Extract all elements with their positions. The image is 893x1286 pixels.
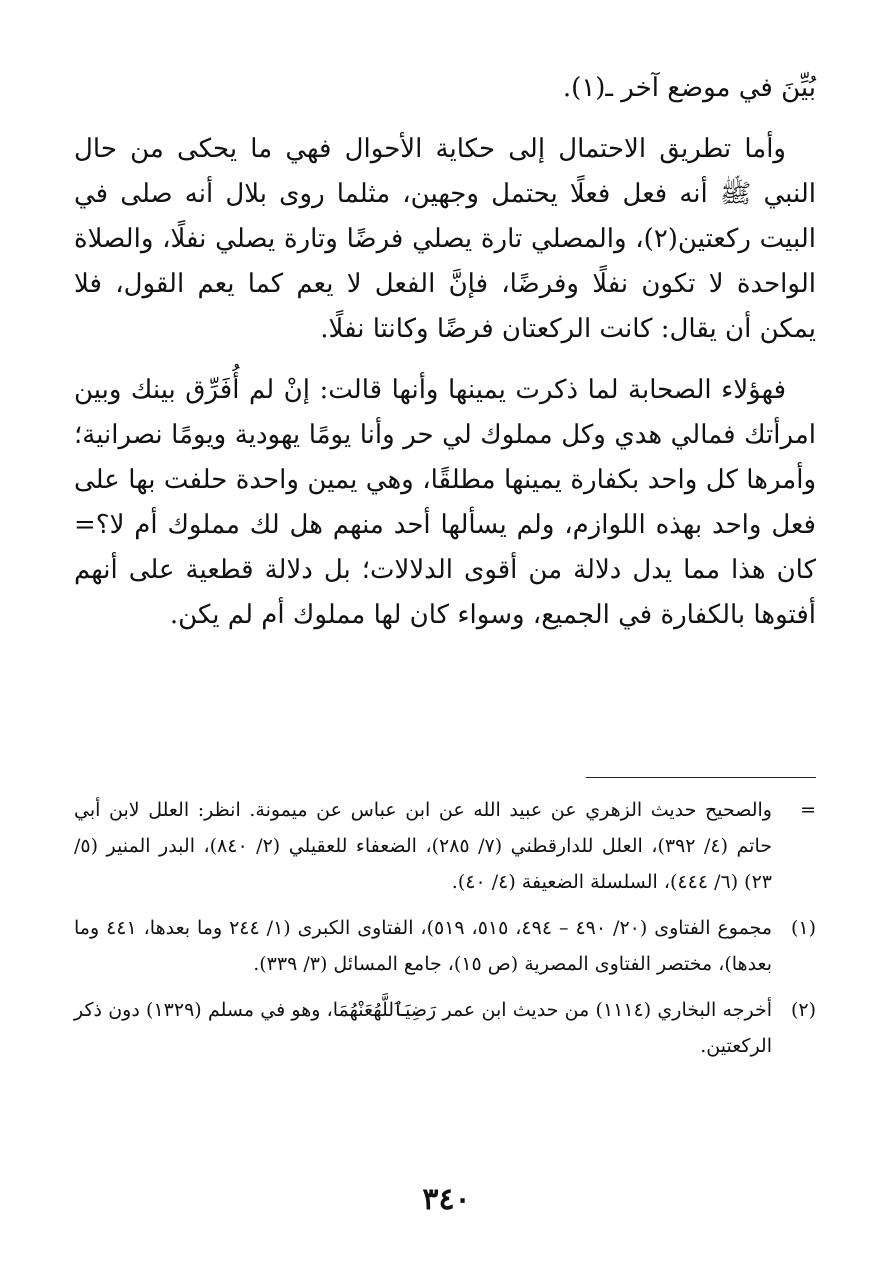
paragraph-2: وأما تطريق الاحتمال إلى حكاية الأحوال فهي ما يحكى من حال النبي ﷺ أنه فعل فعلًا يحتمل وجهين، مثلما روى بلال أنه صلى في البيت ركعتين(٢)، والمصلي تارة يصلي فرضًا وتارة يصلي نفلًا، والصلاة الواحدة لا تكون نفلًا وفرضًا، فإنَّ الفعل لا يعم كما يعم القول، فلا يمكن أن يقال: كانت الركعتان فرضًا وكانتا نفلًا. bbox=[74, 134, 816, 344]
footnote-text: والصحيح حديث الزهري عن عبيد الله عن ابن عباس عن ميمونة. انظر: العلل لابن أبي حاتم (٤/ ٣٩٢)، العلل للدارقطني (٧/ ٢٨٥)، الضعفاء للعقيلي (٢/ ٨٤٠)، البدر المنير (٥/ ٢٣) (٦/ ٤٤٤)، السلسلة الضعيفة (٤/ ٤٠). bbox=[74, 799, 772, 893]
footnote-mark: (١) bbox=[790, 917, 816, 939]
footnote-text: أخرجه البخاري (١١١٤) من حديث ابن عمر رَضِيَٱللَّهُعَنْهُمَا، وهو في مسلم (١٣٢٩) دون ذكر الركعتين. bbox=[74, 999, 772, 1057]
paragraph-1: بُيِّنَ في موضع آخر ـ(١). bbox=[562, 73, 816, 103]
footnotes bbox=[74, 792, 816, 1074]
page-number: ٣٤٠ bbox=[422, 1182, 471, 1217]
footnote-1 bbox=[74, 910, 816, 982]
footnote-continuation bbox=[74, 792, 816, 900]
main-text bbox=[74, 66, 816, 638]
footnote-text: مجموع الفتاوى (٢٠/ ٤٩٠ – ٤٩٤، ٥١٥، ٥١٩)، الفتاوى الكبرى (١/ ٢٤٤ وما بعدها، ٤٤١ وما بعدها)، مختصر الفتاوى المصرية (ص ١٥)، جامع المسائل (٣/ ٣٣٩). bbox=[74, 917, 772, 975]
footnote-separator bbox=[586, 777, 816, 778]
footnote-mark: (٢) bbox=[790, 999, 816, 1021]
paragraph-3: فهؤلاء الصحابة لما ذكرت يمينها وأنها قالت: إنْ لم أُفَرِّق بينك وبين امرأتك فمالي هدي وكل مملوك لي حر وأنا يومًا يهودية ويومًا نصرانية؛ وأمرها كل واحد بكفارة يمينها مطلقًا، وهي يمين واحدة حلفت بها على فعل واحد بهذه اللوازم، ولم يسألها أحد منهم هل لك مملوك أم لا؟= كان هذا مما يدل دلالة من أقوى الدلالات؛ بل دلالة قطعية على أنهم أفتوها بالكفارة في الجميع، وسواء كان لها مملوك أم لم يكن. bbox=[74, 375, 816, 630]
footnote-2 bbox=[74, 992, 816, 1064]
footnote-mark: = bbox=[800, 799, 816, 821]
